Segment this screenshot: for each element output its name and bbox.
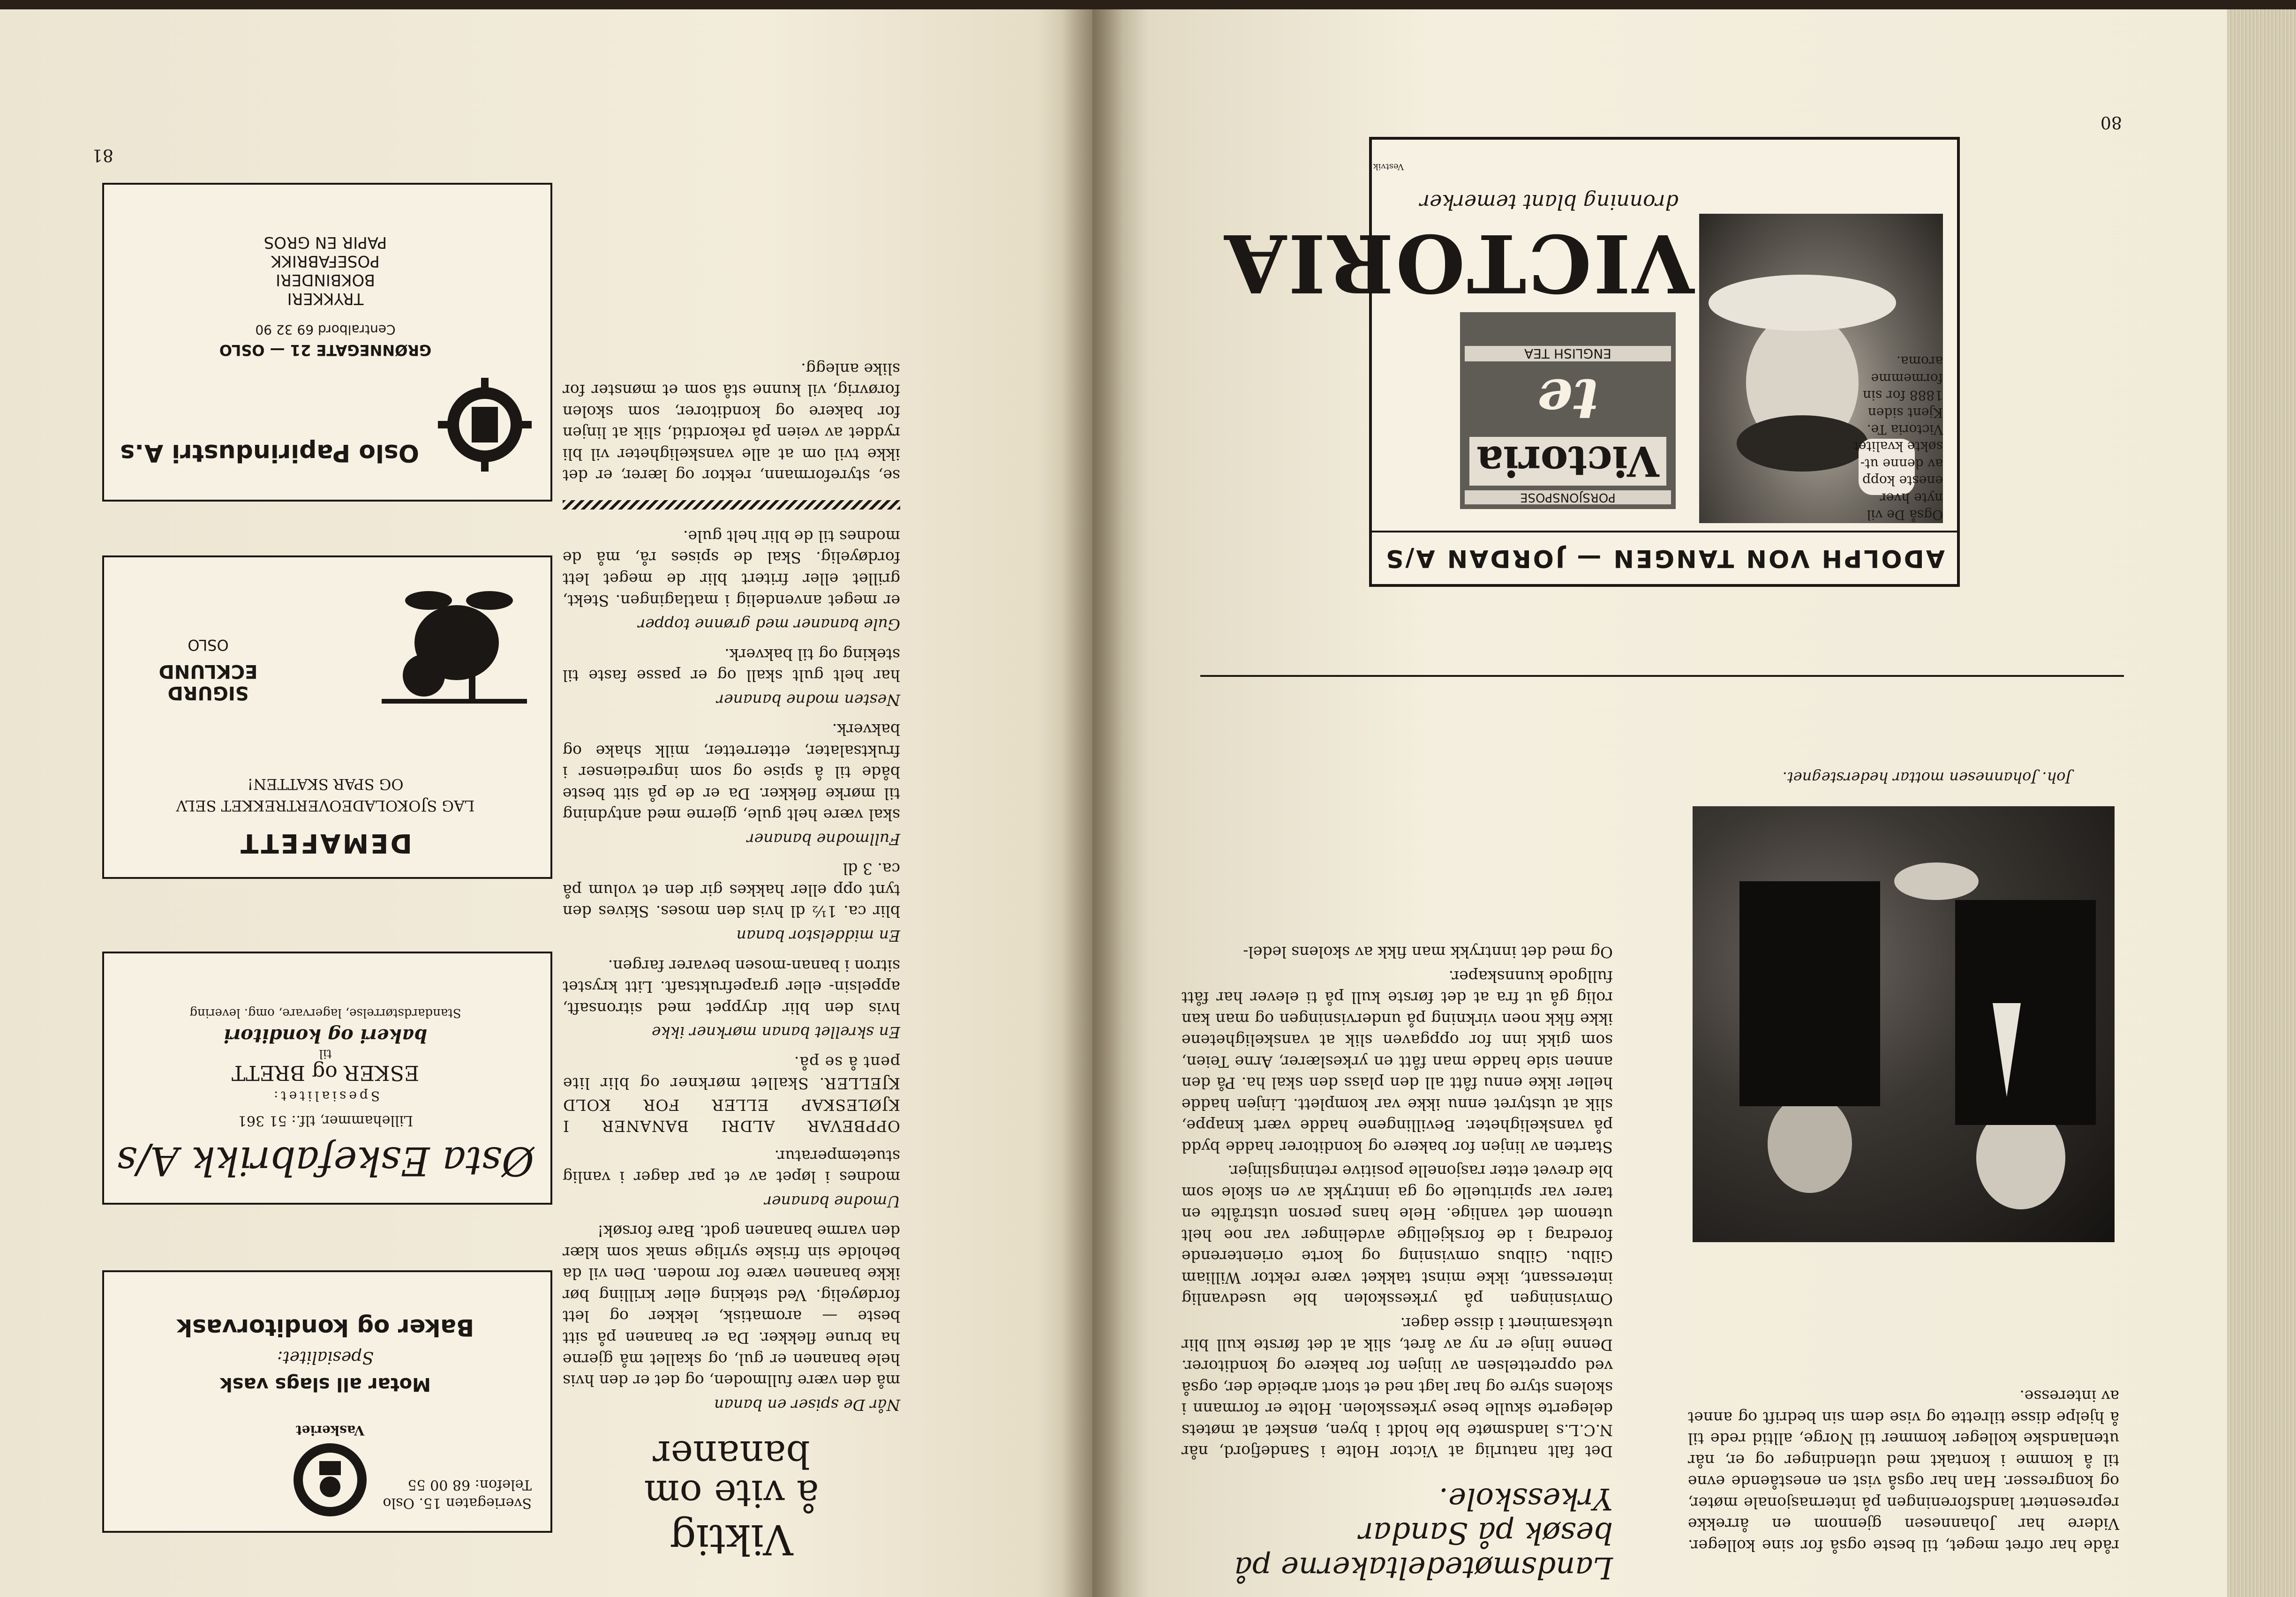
bear-waiter-icon — [377, 586, 532, 713]
ad-line: OSLO — [188, 636, 229, 654]
section-heading: Når De spiser en banan — [714, 1395, 900, 1414]
ad-brand: Østa Eskefabrikk A/s — [116, 1138, 534, 1184]
article-paragraph: Starten av linjen for bakere og konditorer hadde bydd på vanskeligheter. Bevillingene hadde vært knappe, slik at utstyret ennu ikke var komplett. Linjen hadde heller ikke ennu fått all den plass den skal ha. På den annen side hadde man fått en yrkeslærer, Arne Teien, som gikk inn for oppgaven slik at vanskelighetene ikke fikk noen virkning på undervisningen og man kan rolig gå ut fra at det første kull på ti elever har fått fullgode kunnskaper. — [1182, 967, 1613, 1156]
ad-phone: Telefon: 68 00 55 — [407, 1477, 532, 1493]
sandar-article — [1182, 750, 1613, 1584]
two-men-photo-icon — [1693, 806, 2115, 1242]
photo-caption: Joh. Johannesen mottar hederstegnet. — [1782, 769, 2072, 787]
section-heading: Gule bananer med grønne topper — [638, 615, 900, 634]
ad-copy-line: eneste kopp — [1862, 473, 1943, 489]
section-body: modnes i løpet av et par dager i vanlig stuetemperatur. — [563, 1147, 900, 1187]
ad-line: POSEFABRIKK — [271, 252, 380, 270]
ad-line: LAG SJOKOLADEOVERTREKKET SELV — [176, 797, 475, 815]
banana-article — [563, 173, 900, 1564]
ad-copy-line: formemme — [1871, 370, 1943, 386]
section-body: skal være helt gule, gjerne med antydning til mørke flekker. Da er de på sitt beste både til å spise og som ingredienser i fruktsalater, etterretter, milk shake og bakverk. — [563, 720, 900, 825]
ad-copy-line: Også De vil — [1867, 507, 1943, 523]
article-title: Landsmøtedeltakerne på besøk på Sandar Yrkesskole. — [1234, 1481, 1613, 1585]
ad-demafett-ecklund — [102, 555, 552, 879]
ad-line: Standardstørrelse, lagervare, omg. levering — [189, 1006, 461, 1020]
ad-copy-line: av denne ut- — [1860, 456, 1943, 472]
pack-te: te — [1537, 366, 1599, 432]
ad-line: til — [319, 1047, 332, 1061]
ad-line: PAPIR EN GROS — [263, 233, 387, 252]
ad-copy-line: nyte hver — [1880, 490, 1943, 506]
closing-paragraph: se, styreformann, rektor og lærer, er det ikke tvil om at alle vanskeligheter vil bli ryddet av veien på rekordtid, slik at linjen for bakere og konditorer, som skolen forøvrig, vil kunne stå som et mønster for slike anlegg. — [563, 360, 900, 485]
ad-line: Lillehammer, tlf.: 51 361 — [237, 1112, 414, 1129]
pack-brand: Victoria — [1469, 437, 1666, 486]
ad-oslo-papirindustri — [102, 183, 552, 502]
section-body: hvis den blir dryppet med sitronsaft, appelsin- eller grapefruktsaft. Litt krystet sitron i banan-mosen bevarer fargen. — [563, 956, 900, 1018]
article-paragraph: Omvisningen på yrkesskolen ble usedvanlig interessant, ikke minst takket være rektor William Gilbu. Gilbus omvisning og korte orienterende foredrag i de forskjellige avdelinger var noe helt utenom det vanlige. Hele hans person utstrålte en tarer var spirituelle og ga inntrykk av en skole som ble drevet etter rasjonelle positive retningslinjer. — [1182, 1162, 1613, 1309]
ad-copy-line: Victoria Te. — [1867, 422, 1943, 438]
ad-copy-line: 1888 for sin — [1862, 388, 1943, 404]
ceremony-photo — [1693, 806, 2115, 1242]
laundry-logo-icon — [290, 1440, 370, 1520]
ad-line: Baker og konditorvask — [176, 1314, 474, 1341]
intro-paragraph-block — [1688, 1294, 2119, 1556]
section-heading: Umodne bananer — [764, 1192, 900, 1211]
article-subtitle: å vite om bananer — [644, 1432, 819, 1515]
ad-line: ESKER og BRETT — [231, 1061, 420, 1085]
section-heading: Fullmodne bananer — [746, 830, 900, 848]
ad-line: TRYKKERI — [287, 289, 364, 308]
section-heading: En skrellet banan mørkner ikke — [652, 1023, 900, 1042]
ad-line: Spesialitet: — [277, 1348, 374, 1367]
ad-vaskeriet — [102, 1270, 552, 1533]
section-body: må den være fullmoden, og det er den hvis hele bananen er gul, og skallet må gjerne ha brune flekker. Da er bananen på sitt beste — aromatisk, lekker og lett fordøyelig. Ved steking eller krilling bør ikke bananen være for moden. Den vil da beholde sin friske syrlige smak som klær den varme bananen godt. Bare forsøk! — [563, 1222, 900, 1390]
pack-label: PORSJONSPOSE — [1465, 490, 1671, 504]
left-page — [0, 9, 1092, 1597]
section-body: OPPBEVAR ALDRI BANANER I KJØLESKAP ELLER FOR KOLD KJELLER. Skallet mørkner og blir lite pent å se på. — [563, 1053, 900, 1136]
ad-line: Spesialitet: — [271, 1088, 380, 1104]
ad-banner: ADOLPH VON TANGEN — JORDAN A/S — [1372, 531, 1957, 584]
ad-credit: Vestvik — [1373, 162, 1404, 172]
tea-package — [1460, 312, 1676, 509]
section-heading: Nesten modne bananer — [716, 690, 900, 709]
wave-divider — [563, 500, 900, 510]
intro-paragraph: råde har ofret meget, til beste også for sine kolleger. Videre har Johannesen gjennom en årrekke representert landsforeningen på internasjonale møter, og kongresser. Han har også vist en enestående evne til å komme i kontakt med utlendinger og er, når utenlandske kolleger kommer til Norge, alltid rede til å hjelpe disse tilrette og vise dem sin bedrift og annet av interesse. — [1688, 1387, 2119, 1555]
page-number: 80 — [2100, 112, 2122, 132]
ad-line: BOKBINDERI — [276, 270, 375, 289]
horizontal-rule — [1200, 675, 2124, 677]
pack-label: ENGLISH TEA — [1465, 346, 1671, 361]
ad-brand: Vaskeriet — [295, 1423, 365, 1438]
ad-line: Centralbord 69 32 90 — [255, 322, 396, 337]
ad-brand: VICTORIA — [1222, 216, 1694, 310]
ad-line: bakeri og konditori — [224, 1025, 427, 1047]
ad-ostaeskefabrikk — [102, 952, 552, 1205]
ad-line: GRØNNEGATE 21 — OSLO — [219, 341, 432, 359]
ad-copy-line: Kjent siden — [1867, 405, 1943, 420]
ad-copy-line: aroma. — [1896, 353, 1943, 369]
ad-victoria-tea — [1222, 137, 1960, 587]
page-number: 81 — [92, 145, 113, 165]
ad-brand: Oslo Papirindustri A.s — [120, 439, 419, 467]
article-paragraph: Og med det inntrykk man fikk av skolens ledel- — [1243, 943, 1613, 961]
page-edges — [2227, 9, 2296, 1597]
article-title: Viktig — [670, 1515, 793, 1564]
section-body: har helt gult skall og er passe faste til steking og til bakverk. — [563, 645, 900, 685]
ad-copy-line: søkte kvalitet — [1853, 439, 1943, 455]
ad-address: Sveriegaten 15. Oslo — [383, 1495, 532, 1511]
section-body: blir ca. 1½ dl hvis den moses. Skives den tynt opp eller hakkes gir den et volum på ca. 3 dl — [563, 860, 900, 921]
section-heading: En middelstor banan — [736, 926, 900, 945]
article-paragraph: Det falt naturlig at Victor Holte i Sandefjord, når N.C.L.s landsmøte ble holdt i byen, ønsket at møtets delegerte skulle bese yrkesskolen. Holte er formann i skolens styre og har lagt ned et stort arbeide der, også ved opprettelsen av linjen for bakere og konditorer. Denne linje er ny av året, slik at det første kull blir uteksaminert i disse dager. — [1182, 1314, 1613, 1461]
ad-brand: DEMAFETT — [239, 828, 412, 858]
ad-tagline: dronning blant temerker — [1420, 190, 1679, 214]
gear-logo-icon — [438, 378, 532, 472]
ad-line: OG SPAR SKATTEN! — [247, 775, 404, 793]
right-page — [1092, 9, 2227, 1597]
ad-brand: SIGURD ECKLUND — [158, 660, 258, 704]
book-spread — [0, 9, 2296, 1597]
ad-line: Motar all slags vask — [220, 1373, 431, 1395]
spine-shadow — [1062, 9, 1123, 1597]
section-body: er meget anvendelig i matlagingen. Stekt, grillet eller fritert blir de meget lett fordøyelig. Skal de spises rå, må de modnes til de blir helt gule. — [563, 527, 900, 610]
